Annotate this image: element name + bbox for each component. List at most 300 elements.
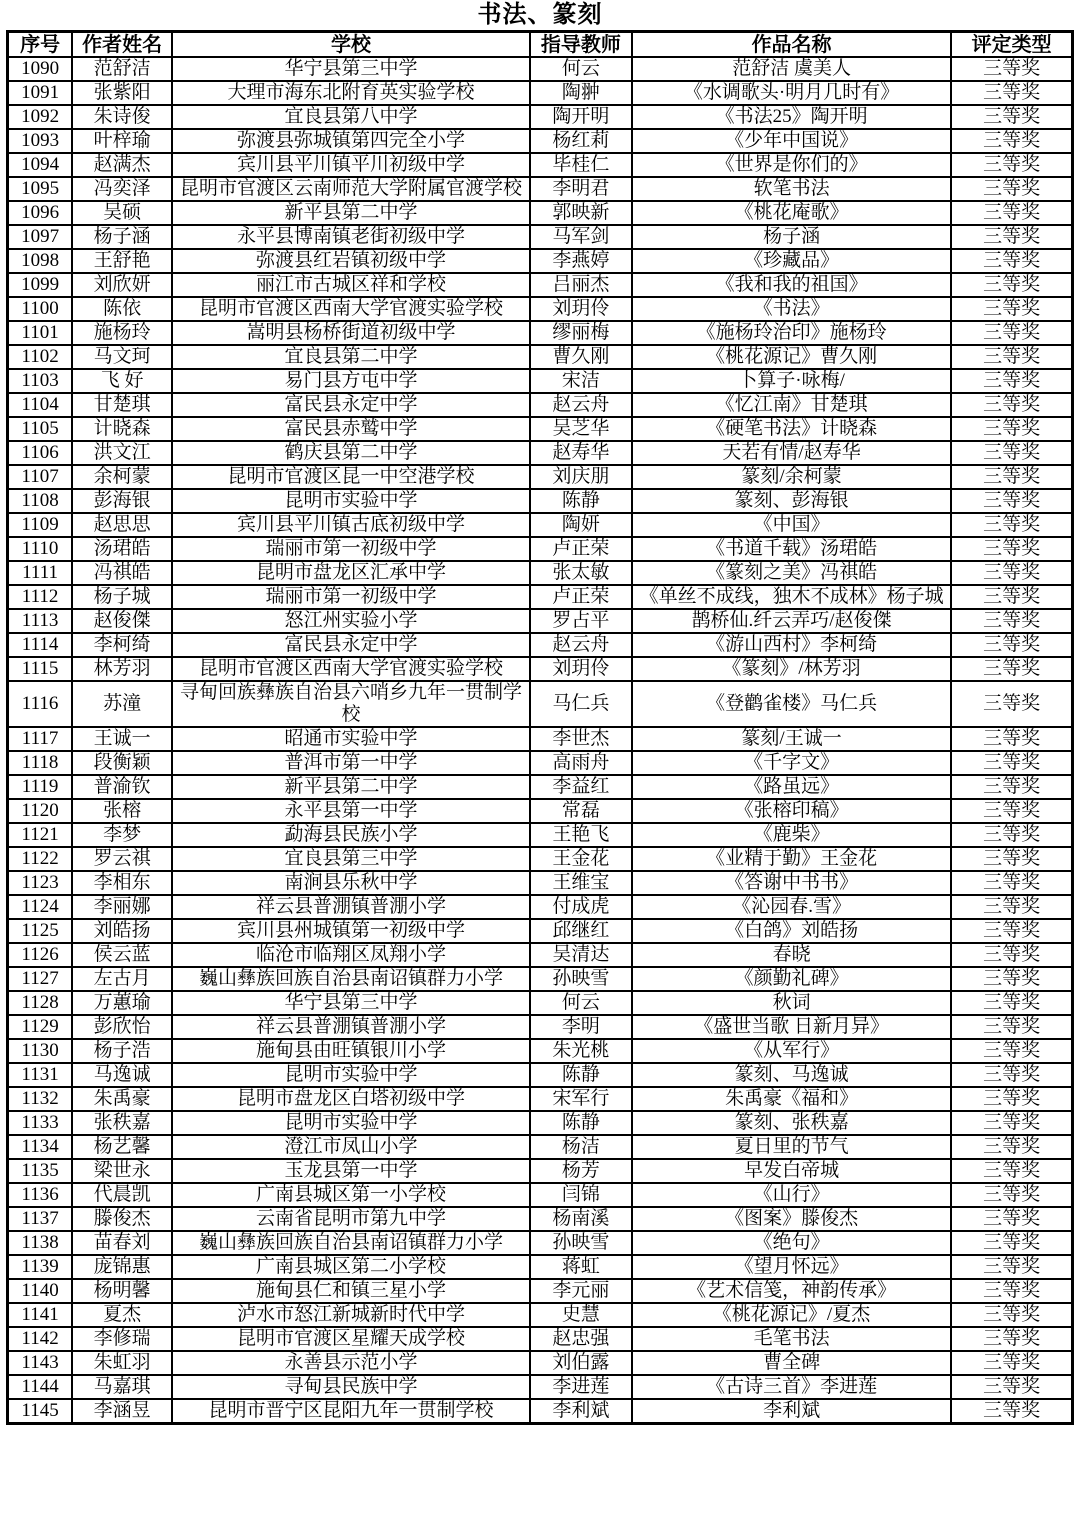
table-row — [8, 153, 1073, 177]
table-row — [8, 871, 1073, 895]
cell-school: 富民县赤鹫中学 — [172, 417, 530, 441]
table-row — [8, 1063, 1073, 1087]
cell-teacher: 赵忠强 — [530, 1327, 632, 1351]
cell-award: 三等奖 — [951, 1135, 1072, 1159]
table-row — [8, 465, 1073, 489]
cell-school: 昆明市官渡区星耀天成学校 — [172, 1327, 530, 1351]
cell-work: 《桃花源记》/夏杰 — [632, 1303, 951, 1327]
cell-teacher: 陶开明 — [530, 105, 632, 129]
cell-serial: 1124 — [8, 895, 73, 919]
cell-school: 巍山彝族回族自治县南诏镇群力小学 — [172, 967, 530, 991]
table-row — [8, 657, 1073, 681]
cell-teacher: 王维宝 — [530, 871, 632, 895]
cell-work: 《书法》 — [632, 297, 951, 321]
cell-serial: 1094 — [8, 153, 73, 177]
table-row — [8, 775, 1073, 799]
cell-work: 《颜勤礼碑》 — [632, 967, 951, 991]
cell-teacher: 张太敏 — [530, 561, 632, 585]
cell-award: 三等奖 — [951, 681, 1072, 727]
cell-award: 三等奖 — [951, 967, 1072, 991]
cell-award: 三等奖 — [951, 1255, 1072, 1279]
cell-serial: 1109 — [8, 513, 73, 537]
cell-author: 万蕙瑜 — [72, 991, 172, 1015]
cell-teacher: 常磊 — [530, 799, 632, 823]
cell-school: 新平县第二中学 — [172, 775, 530, 799]
table-row — [8, 513, 1073, 537]
cell-serial: 1090 — [8, 57, 73, 81]
cell-author: 李修瑞 — [72, 1327, 172, 1351]
cell-award: 三等奖 — [951, 633, 1072, 657]
cell-award: 三等奖 — [951, 465, 1072, 489]
cell-teacher: 李进莲 — [530, 1375, 632, 1399]
column-header-serial: 序号 — [8, 32, 73, 58]
cell-author: 苏潼 — [72, 681, 172, 727]
table-header — [8, 32, 1073, 58]
cell-award: 三等奖 — [951, 369, 1072, 393]
cell-award: 三等奖 — [951, 799, 1072, 823]
cell-award: 三等奖 — [951, 919, 1072, 943]
cell-author: 彭欣怡 — [72, 1015, 172, 1039]
cell-work: 篆刻、马逸诚 — [632, 1063, 951, 1087]
cell-school: 昆明市官渡区西南大学官渡实验学校 — [172, 297, 530, 321]
cell-work: 范舒洁 虞美人 — [632, 57, 951, 81]
cell-work: 《山行》 — [632, 1183, 951, 1207]
cell-school: 宾川县平川镇平川初级中学 — [172, 153, 530, 177]
cell-teacher: 李益红 — [530, 775, 632, 799]
cell-teacher: 刘玥伶 — [530, 657, 632, 681]
cell-serial: 1132 — [8, 1087, 73, 1111]
cell-award: 三等奖 — [951, 1039, 1072, 1063]
table-row — [8, 1015, 1073, 1039]
table-row — [8, 369, 1073, 393]
cell-award: 三等奖 — [951, 561, 1072, 585]
cell-school: 寻甸县民族中学 — [172, 1375, 530, 1399]
cell-award: 三等奖 — [951, 1279, 1072, 1303]
cell-serial: 1122 — [8, 847, 73, 871]
cell-teacher: 罗占平 — [530, 609, 632, 633]
cell-work: 《艺术信笺，神韵传承》 — [632, 1279, 951, 1303]
cell-work: 《单丝不成线，独木不成林》杨子城 — [632, 585, 951, 609]
cell-award: 三等奖 — [951, 249, 1072, 273]
table-row — [8, 585, 1073, 609]
table-header-row — [8, 32, 1073, 58]
cell-award: 三等奖 — [951, 727, 1072, 751]
cell-award: 三等奖 — [951, 1375, 1072, 1399]
cell-author: 朱禹豪 — [72, 1087, 172, 1111]
cell-teacher: 马仁兵 — [530, 681, 632, 727]
cell-author: 赵思思 — [72, 513, 172, 537]
cell-teacher: 何云 — [530, 57, 632, 81]
cell-award: 三等奖 — [951, 1159, 1072, 1183]
cell-award: 三等奖 — [951, 847, 1072, 871]
cell-school: 施甸县仁和镇三星小学 — [172, 1279, 530, 1303]
cell-award: 三等奖 — [951, 105, 1072, 129]
cell-school: 宜良县第八中学 — [172, 105, 530, 129]
cell-work: 曹全碑 — [632, 1351, 951, 1375]
table-row — [8, 1279, 1073, 1303]
cell-author: 计晓森 — [72, 417, 172, 441]
cell-teacher: 李元丽 — [530, 1279, 632, 1303]
table-row — [8, 537, 1073, 561]
cell-work: 《鹿柴》 — [632, 823, 951, 847]
cell-teacher: 闫锦 — [530, 1183, 632, 1207]
cell-award: 三等奖 — [951, 177, 1072, 201]
cell-award: 三等奖 — [951, 1231, 1072, 1255]
table-row — [8, 1303, 1073, 1327]
cell-author: 夏杰 — [72, 1303, 172, 1327]
cell-award: 三等奖 — [951, 1207, 1072, 1231]
cell-school: 昆明市盘龙区汇承中学 — [172, 561, 530, 585]
cell-teacher: 宋军行 — [530, 1087, 632, 1111]
cell-author: 施杨玲 — [72, 321, 172, 345]
cell-work: 《绝句》 — [632, 1231, 951, 1255]
cell-work: 《中国》 — [632, 513, 951, 537]
cell-serial: 1104 — [8, 393, 73, 417]
table-row — [8, 991, 1073, 1015]
cell-school: 宜良县第二中学 — [172, 345, 530, 369]
cell-teacher: 王金花 — [530, 847, 632, 871]
cell-work: 李利斌 — [632, 1399, 951, 1424]
cell-teacher: 杨红莉 — [530, 129, 632, 153]
cell-author: 林芳羽 — [72, 657, 172, 681]
table-row — [8, 967, 1073, 991]
cell-author: 代晨凯 — [72, 1183, 172, 1207]
cell-author: 杨子涵 — [72, 225, 172, 249]
cell-award: 三等奖 — [951, 895, 1072, 919]
table-row — [8, 57, 1073, 81]
cell-school: 永平县博南镇老街初级中学 — [172, 225, 530, 249]
cell-award: 三等奖 — [951, 775, 1072, 799]
table-row — [8, 249, 1073, 273]
cell-serial: 1129 — [8, 1015, 73, 1039]
cell-award: 三等奖 — [951, 943, 1072, 967]
cell-school: 华宁县第三中学 — [172, 991, 530, 1015]
cell-school: 昆明市盘龙区白塔初级中学 — [172, 1087, 530, 1111]
cell-award: 三等奖 — [951, 393, 1072, 417]
cell-work: 《答谢中书书》 — [632, 871, 951, 895]
cell-author: 陈依 — [72, 297, 172, 321]
cell-teacher: 赵云舟 — [530, 633, 632, 657]
cell-teacher: 陶翀 — [530, 81, 632, 105]
cell-school: 普洱市第一中学 — [172, 751, 530, 775]
cell-serial: 1135 — [8, 1159, 73, 1183]
cell-serial: 1126 — [8, 943, 73, 967]
cell-serial: 1114 — [8, 633, 73, 657]
cell-teacher: 陈静 — [530, 489, 632, 513]
cell-work: 《千字文》 — [632, 751, 951, 775]
cell-school: 昆明市官渡区西南大学官渡实验学校 — [172, 657, 530, 681]
table-row — [8, 225, 1073, 249]
cell-teacher: 李明 — [530, 1015, 632, 1039]
table-row — [8, 1207, 1073, 1231]
table-row — [8, 847, 1073, 871]
cell-school: 昆明市官渡区昆一中空港学校 — [172, 465, 530, 489]
cell-serial: 1120 — [8, 799, 73, 823]
cell-work: 《忆江南》甘楚琪 — [632, 393, 951, 417]
table-row — [8, 1183, 1073, 1207]
cell-school: 施甸县由旺镇银川小学 — [172, 1039, 530, 1063]
cell-school: 富民县永定中学 — [172, 633, 530, 657]
cell-serial: 1108 — [8, 489, 73, 513]
cell-work: 《游山西村》李柯绮 — [632, 633, 951, 657]
cell-author: 张紫阳 — [72, 81, 172, 105]
cell-work: 《登鹳雀楼》马仁兵 — [632, 681, 951, 727]
cell-award: 三等奖 — [951, 609, 1072, 633]
cell-work: 《桃花源记》曹久刚 — [632, 345, 951, 369]
cell-award: 三等奖 — [951, 1399, 1072, 1424]
cell-school: 南涧县乐秋中学 — [172, 871, 530, 895]
table-row — [8, 799, 1073, 823]
cell-school: 寻甸回族彝族自治县六哨乡九年一贯制学校 — [172, 681, 530, 727]
cell-author: 张榕 — [72, 799, 172, 823]
cell-award: 三等奖 — [951, 297, 1072, 321]
cell-school: 勐海县民族小学 — [172, 823, 530, 847]
cell-work: 《篆刻之美》冯祺皓 — [632, 561, 951, 585]
cell-serial: 1134 — [8, 1135, 73, 1159]
cell-teacher: 孙映雪 — [530, 1231, 632, 1255]
cell-teacher: 郭映新 — [530, 201, 632, 225]
cell-author: 朱诗俊 — [72, 105, 172, 129]
cell-award: 三等奖 — [951, 1183, 1072, 1207]
cell-serial: 1119 — [8, 775, 73, 799]
cell-author: 杨艺馨 — [72, 1135, 172, 1159]
cell-serial: 1136 — [8, 1183, 73, 1207]
cell-award: 三等奖 — [951, 1327, 1072, 1351]
cell-author: 罗云祺 — [72, 847, 172, 871]
table-row — [8, 1039, 1073, 1063]
table-row — [8, 561, 1073, 585]
cell-teacher: 付成虎 — [530, 895, 632, 919]
cell-work: 《我和我的祖国》 — [632, 273, 951, 297]
cell-school: 大理市海东北附育英实验学校 — [172, 81, 530, 105]
cell-author: 普渝钦 — [72, 775, 172, 799]
cell-teacher: 陶妍 — [530, 513, 632, 537]
column-header-teacher: 指导教师 — [530, 32, 632, 58]
cell-author: 杨子城 — [72, 585, 172, 609]
cell-author: 杨子浩 — [72, 1039, 172, 1063]
cell-award: 三等奖 — [951, 871, 1072, 895]
page-title: 书法、篆刻 — [477, 2, 603, 28]
cell-award: 三等奖 — [951, 1087, 1072, 1111]
cell-award: 三等奖 — [951, 1303, 1072, 1327]
cell-author: 李涵昱 — [72, 1399, 172, 1424]
cell-work: 软笔书法 — [632, 177, 951, 201]
cell-author: 余柯蒙 — [72, 465, 172, 489]
cell-school: 鹤庆县第二中学 — [172, 441, 530, 465]
cell-work: 《少年中国说》 — [632, 129, 951, 153]
cell-work: 篆刻、彭海银 — [632, 489, 951, 513]
cell-serial: 1113 — [8, 609, 73, 633]
cell-school: 宾川县州城镇第一初级中学 — [172, 919, 530, 943]
cell-teacher: 史慧 — [530, 1303, 632, 1327]
cell-author: 马逸诚 — [72, 1063, 172, 1087]
cell-serial: 1095 — [8, 177, 73, 201]
cell-teacher: 李明君 — [530, 177, 632, 201]
cell-serial: 1105 — [8, 417, 73, 441]
cell-teacher: 毕桂仁 — [530, 153, 632, 177]
cell-work: 《盛世当歌 日新月异》 — [632, 1015, 951, 1039]
cell-teacher: 孙映雪 — [530, 967, 632, 991]
cell-serial: 1118 — [8, 751, 73, 775]
cell-work: 《沁园春.雪》 — [632, 895, 951, 919]
cell-work: 杨子涵 — [632, 225, 951, 249]
cell-school: 广南县城区第二小学校 — [172, 1255, 530, 1279]
cell-work: 篆刻、张秩嘉 — [632, 1111, 951, 1135]
table-row — [8, 105, 1073, 129]
table-row — [8, 681, 1073, 727]
column-header-school: 学校 — [172, 32, 530, 58]
cell-award: 三等奖 — [951, 751, 1072, 775]
cell-teacher: 吕丽杰 — [530, 273, 632, 297]
cell-award: 三等奖 — [951, 441, 1072, 465]
table-row — [8, 489, 1073, 513]
table-row — [8, 1159, 1073, 1183]
cell-serial: 1111 — [8, 561, 73, 585]
cell-serial: 1096 — [8, 201, 73, 225]
cell-author: 叶梓瑜 — [72, 129, 172, 153]
cell-school: 云南省昆明市第九中学 — [172, 1207, 530, 1231]
cell-serial: 1110 — [8, 537, 73, 561]
column-header-work: 作品名称 — [632, 32, 951, 58]
cell-author: 汤珺皓 — [72, 537, 172, 561]
cell-author: 冯奕泽 — [72, 177, 172, 201]
table-row — [8, 751, 1073, 775]
cell-author: 苗春刘 — [72, 1231, 172, 1255]
cell-award: 三等奖 — [951, 991, 1072, 1015]
cell-work: 《白鸽》刘皓扬 — [632, 919, 951, 943]
table-row — [8, 273, 1073, 297]
cell-serial: 1099 — [8, 273, 73, 297]
cell-work: 秋词 — [632, 991, 951, 1015]
table-row — [8, 1399, 1073, 1424]
table-row — [8, 441, 1073, 465]
cell-author: 吴硕 — [72, 201, 172, 225]
cell-school: 华宁县第三中学 — [172, 57, 530, 81]
table-row — [8, 1231, 1073, 1255]
cell-author: 李柯绮 — [72, 633, 172, 657]
cell-school: 昆明市官渡区云南师范大学附属官渡学校 — [172, 177, 530, 201]
cell-work: 《望月怀远》 — [632, 1255, 951, 1279]
table-row — [8, 1327, 1073, 1351]
cell-teacher: 宋洁 — [530, 369, 632, 393]
cell-teacher: 缪丽梅 — [530, 321, 632, 345]
cell-teacher: 卢正荣 — [530, 585, 632, 609]
cell-teacher: 曹久刚 — [530, 345, 632, 369]
cell-award: 三等奖 — [951, 1351, 1072, 1375]
table-row — [8, 417, 1073, 441]
table-body — [8, 57, 1073, 1424]
cell-serial: 1144 — [8, 1375, 73, 1399]
cell-teacher: 蒋虹 — [530, 1255, 632, 1279]
cell-serial: 1123 — [8, 871, 73, 895]
cell-author: 杨明馨 — [72, 1279, 172, 1303]
cell-work: 《硬笔书法》计晓森 — [632, 417, 951, 441]
table-row — [8, 727, 1073, 751]
cell-serial: 1127 — [8, 967, 73, 991]
cell-award: 三等奖 — [951, 153, 1072, 177]
cell-award: 三等奖 — [951, 345, 1072, 369]
cell-school: 新平县第二中学 — [172, 201, 530, 225]
cell-work: 鹊桥仙.纤云弄巧/赵俊傑 — [632, 609, 951, 633]
table-row — [8, 201, 1073, 225]
cell-school: 易门县方屯中学 — [172, 369, 530, 393]
cell-serial: 1091 — [8, 81, 73, 105]
cell-teacher: 李世杰 — [530, 727, 632, 751]
cell-teacher: 赵寿华 — [530, 441, 632, 465]
cell-school: 永平县第一中学 — [172, 799, 530, 823]
table-row — [8, 1375, 1073, 1399]
cell-work: 《图案》滕俊杰 — [632, 1207, 951, 1231]
cell-author: 王舒艳 — [72, 249, 172, 273]
cell-award: 三等奖 — [951, 129, 1072, 153]
cell-teacher: 陈静 — [530, 1111, 632, 1135]
cell-serial: 1098 — [8, 249, 73, 273]
cell-school: 泸水市怒江新城新时代中学 — [172, 1303, 530, 1327]
cell-serial: 1145 — [8, 1399, 73, 1424]
cell-serial: 1107 — [8, 465, 73, 489]
cell-award: 三等奖 — [951, 273, 1072, 297]
cell-serial: 1093 — [8, 129, 73, 153]
cell-serial: 1130 — [8, 1039, 73, 1063]
cell-teacher: 刘庆朋 — [530, 465, 632, 489]
cell-work: 《篆刻》/林芳羽 — [632, 657, 951, 681]
table-row — [8, 943, 1073, 967]
cell-author: 马嘉琪 — [72, 1375, 172, 1399]
cell-author: 王诚一 — [72, 727, 172, 751]
cell-author: 冯祺皓 — [72, 561, 172, 585]
cell-author: 朱虹羽 — [72, 1351, 172, 1375]
cell-serial: 1142 — [8, 1327, 73, 1351]
cell-author: 庞锦惠 — [72, 1255, 172, 1279]
cell-work: 《世界是你们的》 — [632, 153, 951, 177]
cell-author: 李梦 — [72, 823, 172, 847]
cell-author: 滕俊杰 — [72, 1207, 172, 1231]
cell-serial: 1121 — [8, 823, 73, 847]
cell-serial: 1133 — [8, 1111, 73, 1135]
cell-author: 彭海银 — [72, 489, 172, 513]
cell-work: 早发白帝城 — [632, 1159, 951, 1183]
cell-serial: 1102 — [8, 345, 73, 369]
cell-author: 飞 好 — [72, 369, 172, 393]
cell-award: 三等奖 — [951, 417, 1072, 441]
table-row — [8, 321, 1073, 345]
cell-author: 刘皓扬 — [72, 919, 172, 943]
cell-work: 篆刻/王诚一 — [632, 727, 951, 751]
cell-work: 《施杨玲治印》施杨玲 — [632, 321, 951, 345]
cell-author: 洪文江 — [72, 441, 172, 465]
cell-work: 《路虽远》 — [632, 775, 951, 799]
cell-author: 马文珂 — [72, 345, 172, 369]
cell-author: 梁世永 — [72, 1159, 172, 1183]
award-table — [6, 30, 1074, 1425]
cell-award: 三等奖 — [951, 657, 1072, 681]
cell-teacher: 刘伯露 — [530, 1351, 632, 1375]
cell-serial: 1106 — [8, 441, 73, 465]
cell-serial: 1131 — [8, 1063, 73, 1087]
cell-award: 三等奖 — [951, 823, 1072, 847]
cell-work: 春晓 — [632, 943, 951, 967]
cell-serial: 1138 — [8, 1231, 73, 1255]
table-row — [8, 81, 1073, 105]
cell-school: 昆明市实验中学 — [172, 489, 530, 513]
cell-school: 广南县城区第一小学校 — [172, 1183, 530, 1207]
column-header-author: 作者姓名 — [72, 32, 172, 58]
cell-teacher: 陈静 — [530, 1063, 632, 1087]
cell-award: 三等奖 — [951, 57, 1072, 81]
table-row — [8, 1111, 1073, 1135]
cell-school: 玉龙县第一中学 — [172, 1159, 530, 1183]
cell-teacher: 李利斌 — [530, 1399, 632, 1424]
